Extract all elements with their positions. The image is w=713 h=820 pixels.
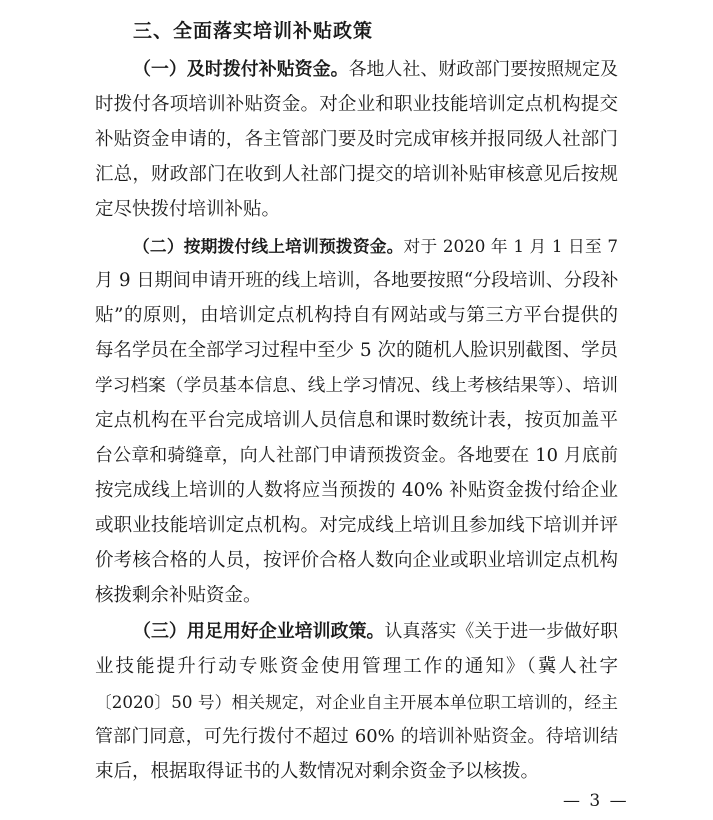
para2-line-11: 核拨剩余补贴资金。	[95, 585, 262, 606]
para3-text-1: 认真落实《关于进一步做好职	[384, 621, 618, 642]
para3-line-3: 〔2020〕50 号）相关规定，对企业自主开展本单位职工培训的，经主	[95, 692, 618, 712]
para2-line-3: 贴”的原则，由培训定点机构持自有网站或与第三方平台提供的	[95, 305, 618, 326]
para1-line-4: 汇总，财政部门在收到人社部门提交的培训补贴审核意见后按规	[95, 164, 618, 185]
para3-line-2: 业技能提升行动专账资金使用管理工作的通知》（冀人社字	[95, 656, 618, 677]
para2-line-5: 学习档案（学员基本信息、线上学习情况、线上考核结果等）、培训	[95, 376, 618, 396]
para3-lead: （三）用足用好企业培训政策。	[133, 621, 385, 642]
para1-line-5: 定尽快拨付培训补贴。	[95, 199, 281, 220]
page-number: — 3 —	[563, 791, 629, 811]
para3-line-1	[133, 620, 618, 644]
para2-line-6: 定点机构在平台完成培训人员信息和课时数统计表，按页加盖平	[95, 410, 618, 431]
para2-lead: （二）按期拨付线上培训预拨资金。	[133, 236, 404, 256]
para2-line-2: 月 9 日期间申请开班的线上培训，各地要按照“分段培训、分段补	[95, 270, 619, 291]
para2-line-1	[133, 234, 618, 258]
para1-line-1	[133, 58, 618, 82]
para3-line-5: 束后，根据取得证书的人数情况对剩余资金予以核拨。	[95, 761, 540, 782]
para1-text-1: 各地人社、财政部门要按照规定及	[348, 59, 618, 80]
para2-line-9: 或职业技能培训定点机构。对完成线上培训且参加线下培训并评	[95, 515, 618, 536]
para2-line-8: 按完成线上培训的人数将应当预拨的 40% 补贴资金拨付给企业	[95, 480, 618, 501]
para2-line-10: 价考核合格的人员，按评价合格人数向企业或职业培训定点机构	[95, 550, 618, 571]
para1-lead: （一）及时拨付补贴资金。	[133, 59, 349, 80]
para3-line-4: 管部门同意，可先行拨付不超过 60% 的培训补贴资金。待培训结	[95, 726, 618, 747]
para2-line-7: 台公章和骑缝章，向人社部门申请预拨资金。各地要在 10 月底前	[95, 445, 618, 466]
para1-line-3: 补贴资金申请的，各主管部门要及时完成审核并报同级人社部门	[95, 129, 618, 150]
para1-line-2: 时拨付各项培训补贴资金。对企业和职业技能培训定点机构提交	[95, 94, 618, 115]
section-heading: 三、全面落实培训补贴政策	[133, 20, 374, 42]
para2-line-4: 每名学员在全部学习过程中至少 5 次的随机人脸识别截图、学员	[95, 340, 619, 361]
para2-text-1: 对于 2020 年 1 月 1 日至 7	[403, 236, 619, 256]
